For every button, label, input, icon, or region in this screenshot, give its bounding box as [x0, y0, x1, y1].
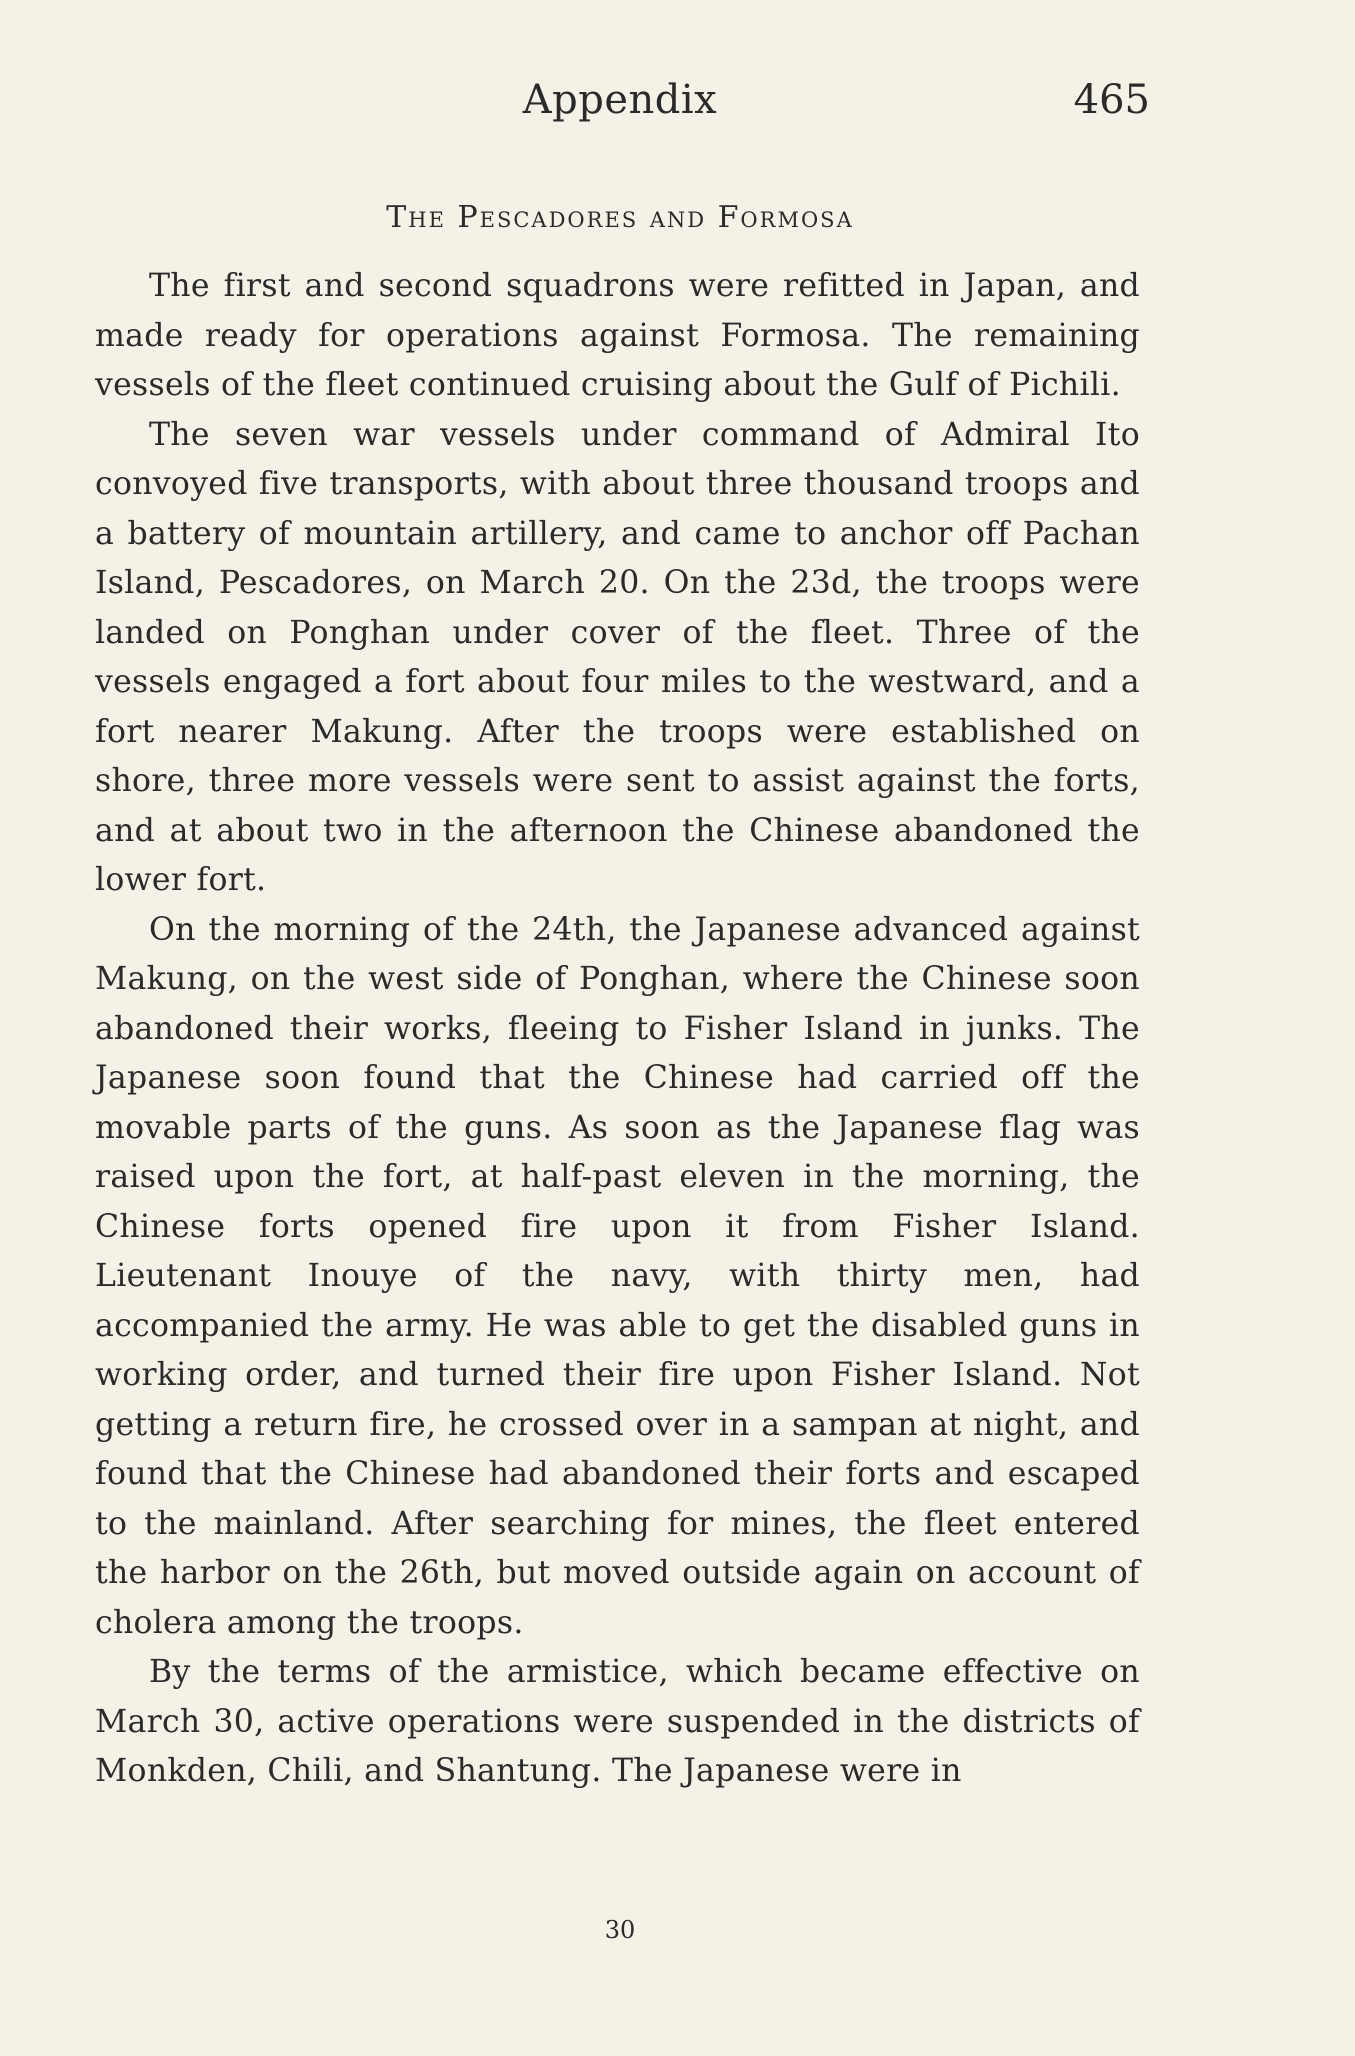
signature-mark: 30	[604, 1916, 636, 1944]
paragraph: The seven war vessels under command of Admiral Ito convoyed five transports, with about three thousand troops and a battery of mountain artillery, and came to anchor off Pachan Island, Pescadores, on March 20. On the 23d, the troops were landed on Ponghan under cover of the fleet. Three of the vessels engaged a fort about four miles to the westward, and a fort nearer Makung. After the troops were established on shore, three more vessels were sent to assist against the forts, and at about two in the afternoon the Chinese abandoned the lower fort.	[95, 416, 1140, 898]
section-heading: The Pescadores and Formosa	[386, 200, 854, 235]
body-text	[95, 262, 1140, 1797]
paragraph: On the morning of the 24th, the Japanese advanced against Makung, on the west side of Ponghan, where the Chinese soon abandoned their works, fleeing to Fisher Island in junks. The Japanese soon found that the Chinese had carried off the movable parts of the guns. As soon as the Japanese flag was raised upon the fort, at half-past eleven in the morning, the Chinese forts opened fire upon it from Fisher Island. Lieutenant Inouye of the navy, with thirty men, had accompanied the army. He was able to get the disabled guns in working order, and turned their fire upon Fisher Island. Not getting a return fire, he crossed over in a sampan at night, and found that the Chinese had abandoned their forts and escaped to the mainland. After searching for mines, the fleet entered the harbor on the 26th, but moved outside again on account of cholera among the troops.	[95, 911, 1140, 1641]
paragraph: By the terms of the armistice, which became effective on March 30, active operations were suspended in the districts of Monkden, Chili, and Shantung. The Japanese were in	[95, 1654, 1140, 1789]
page-number: 465	[1073, 77, 1150, 123]
running-title: Appendix	[522, 77, 718, 123]
paragraph: The first and second squadrons were refitted in Japan, and made ready for operations against Formosa. The remaining vessels of the fleet continued cruising about the Gulf of Pichili.	[95, 268, 1140, 403]
running-head	[90, 70, 1150, 130]
